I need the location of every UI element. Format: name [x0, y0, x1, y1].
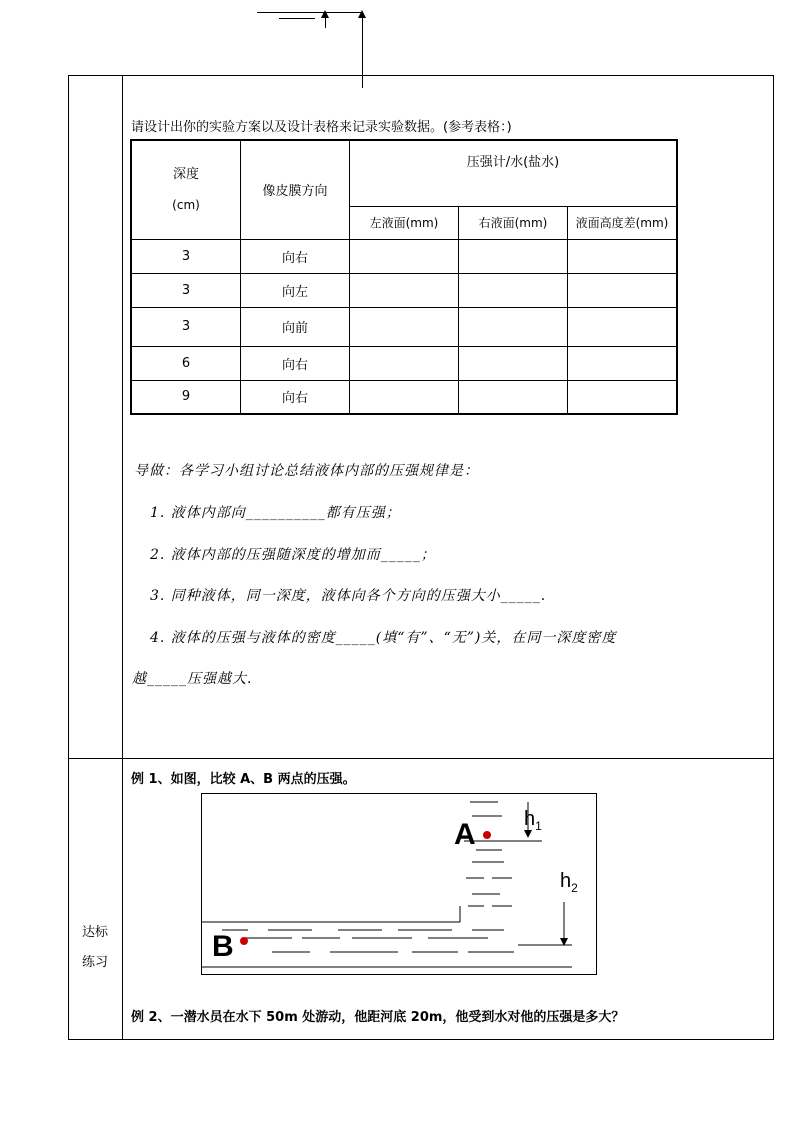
empty-cell	[568, 346, 678, 380]
depth-cell: 9	[131, 380, 241, 414]
sub-header-left: 左液面(mm)	[350, 206, 459, 239]
depth-header: 深度 (cm)	[131, 140, 241, 239]
direction-cell: 向左	[241, 273, 350, 307]
empty-cell	[350, 307, 459, 346]
guide-item-1: 1. 液体内部向__________都有压强；	[150, 505, 401, 521]
water-lines	[202, 802, 572, 967]
direction-cell: 向右	[241, 380, 350, 414]
guide-item-2: 2. 液体内部的压强随深度的增加而_____；	[150, 547, 436, 563]
guide-item-4: 4. 液体的压强与液体的密度_____(填“有”、“无”)关，在同一深度密度	[150, 630, 617, 646]
point-a-label: A	[454, 818, 476, 851]
example-1: 例 1、如图，比较 A、B 两点的压强。	[131, 772, 356, 787]
point-b-label: B	[212, 930, 234, 963]
depth-cell: 6	[131, 346, 241, 380]
table-row	[131, 380, 677, 414]
empty-cell	[459, 273, 568, 307]
point-a-dot	[483, 831, 491, 839]
empty-cell	[350, 273, 459, 307]
section-label: 达标 练习	[81, 925, 108, 970]
empty-cell	[459, 346, 568, 380]
sub-header-right: 右液面(mm)	[459, 206, 568, 239]
depth-cell: 3	[131, 239, 241, 273]
data-table	[130, 139, 678, 415]
empty-cell	[350, 380, 459, 414]
empty-cell	[459, 239, 568, 273]
empty-cell	[568, 380, 678, 414]
table-row	[131, 239, 677, 273]
arrow-up-icon	[358, 10, 366, 18]
empty-cell	[568, 307, 678, 346]
guide-title: 导做：各学习小组讨论总结液体内部的压强规律是：	[134, 463, 479, 479]
empty-cell	[568, 239, 678, 273]
example-2: 例 2、一潜水员在水下 50m 处游动，他距河底 20m，他受到水对他的压强是多大？	[131, 1010, 625, 1025]
pressure-figure	[201, 793, 597, 975]
depth-cell: 3	[131, 307, 241, 346]
empty-cell	[350, 346, 459, 380]
gauge-header: 压强计/水(盐水)	[350, 140, 678, 206]
direction-cell: 向右	[241, 239, 350, 273]
guide-item-3: 3. 同种液体，同一深度，液体向各个方向的压强大小_____.	[150, 588, 547, 604]
empty-cell	[568, 273, 678, 307]
h1-label: $h_1$	[524, 808, 542, 833]
depth-cell: 3	[131, 273, 241, 307]
arrow-up-icon	[321, 10, 329, 18]
guide-item-5: 越_____压强越大.	[132, 671, 253, 687]
empty-cell	[459, 380, 568, 414]
empty-cell	[350, 239, 459, 273]
table-row	[131, 273, 677, 307]
empty-cell	[459, 307, 568, 346]
table-row	[131, 307, 677, 346]
table-row	[131, 346, 677, 380]
h2-label: $h_2$	[560, 870, 578, 895]
intro-text: 请设计出你的实验方案以及设计表格来记录实验数据。(参考表格：)	[131, 120, 512, 135]
point-b-dot	[240, 937, 248, 945]
membrane-header: 像皮膜方向	[241, 140, 350, 239]
sub-header-diff: 液面高度差(mm)	[568, 206, 678, 239]
direction-cell: 向前	[241, 307, 350, 346]
direction-cell: 向右	[241, 346, 350, 380]
